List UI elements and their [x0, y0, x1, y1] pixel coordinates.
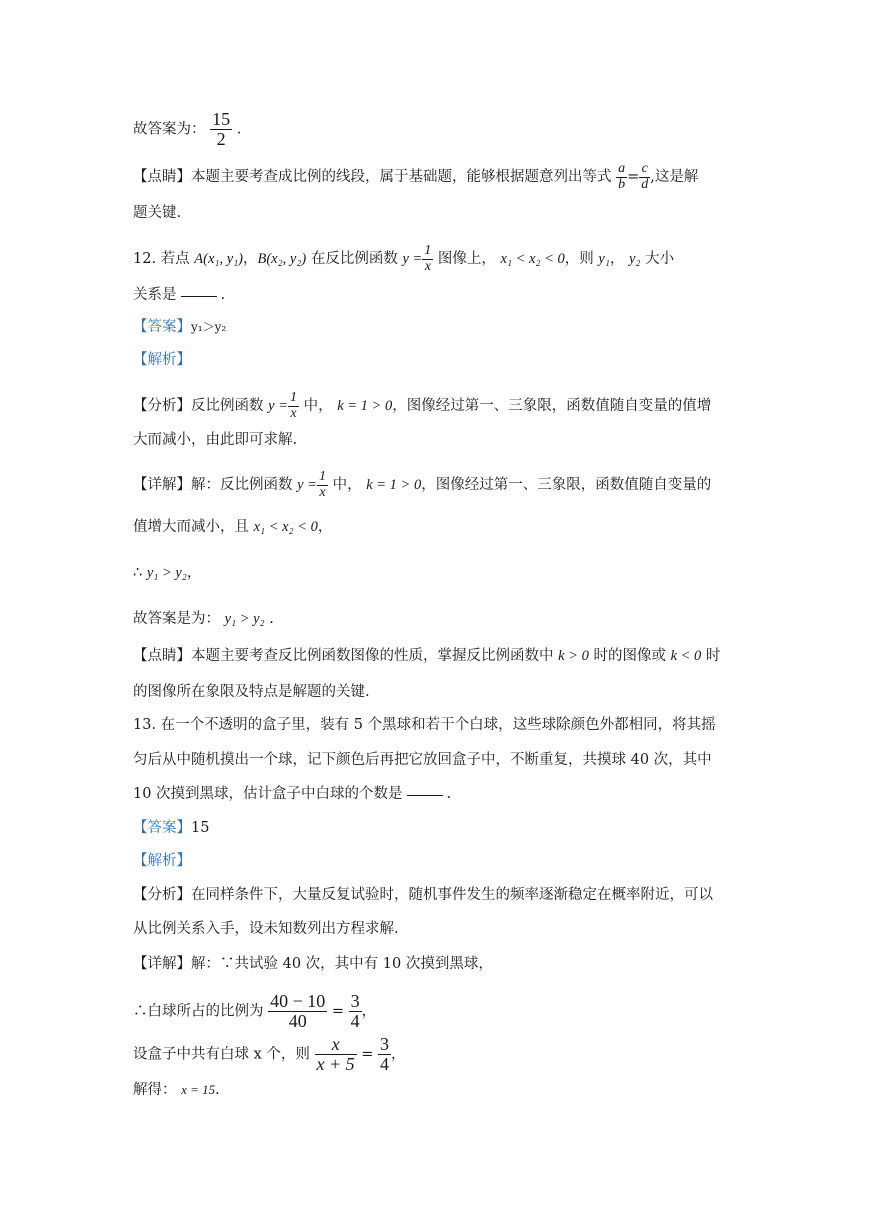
k-positive: k > 0: [558, 648, 589, 664]
question-text: 在反比例函数: [306, 251, 403, 268]
fraction-c-over-d: [639, 162, 650, 192]
period: .: [264, 611, 274, 627]
comment-text: 本题主要考查反比例函数图像的性质，掌握反比例函数中: [191, 648, 559, 664]
equals-sign: =: [627, 169, 640, 186]
analysis-tag-12: 【解析】: [133, 352, 191, 368]
fraction-1-over-x: [288, 391, 299, 421]
answer-blank: [407, 794, 443, 796]
function-lhs: y =: [268, 398, 288, 415]
fraction-denominator: x: [290, 405, 297, 421]
analysis-tag: 【分析】: [133, 398, 191, 415]
solution-tag: 【详解】: [133, 956, 191, 972]
comma: ，: [361, 1003, 377, 1020]
analysis-continuation: 大而减小，由此即可求解.: [133, 432, 298, 448]
question-text: 10 次摸到黑球，估计盒子中白球的个数是: [133, 786, 403, 802]
question-12-line-1: [133, 244, 749, 274]
fraction-denominator: 40: [288, 1010, 307, 1031]
comma: ，: [186, 565, 202, 581]
fraction-15-over-2: [210, 110, 232, 149]
fraction-numerator: c: [639, 162, 650, 178]
comment-suffix: ,这是解: [650, 169, 699, 186]
answer-tag: 【答案】: [133, 319, 191, 335]
solution-text: 值增大而减小，且: [133, 519, 254, 535]
fraction-3-over-4: [378, 1035, 391, 1074]
solution-text: ，图像经过第一、三象限，函数值随自变量的: [421, 477, 712, 494]
answer-text: 15: [191, 820, 210, 836]
comment-text: 本题主要考查成比例的线段，属于基础题，能够根据题意列出等式: [191, 169, 612, 186]
comment-text: 时的图像或: [588, 648, 671, 664]
comment-continuation: 题关键.: [133, 205, 182, 221]
fraction-numerator: 15: [212, 109, 231, 129]
inequality: y₁ > y₂: [224, 611, 265, 627]
equals-sign: =: [327, 1003, 349, 1020]
fraction-denominator: d: [641, 176, 649, 192]
fraction-denominator: 2: [216, 128, 226, 149]
condition: x₁ < x₂ < 0: [253, 519, 318, 535]
ratio-line: [133, 992, 749, 1031]
comment-line-12: [133, 646, 749, 666]
analysis-text: 在同样条件下，大量反复试验时，随机事件发生的频率逐渐稳定在概率附近，可以: [191, 887, 713, 903]
comment-text: 时: [701, 648, 721, 664]
solution-text: 中，: [327, 477, 367, 494]
solution-text: 解：∵共试验 40 次，其中有 10 次摸到黑球，: [191, 956, 493, 972]
analysis-continuation-13: 从比例关系入手，设未知数列出方程求解.: [133, 921, 399, 937]
analysis-tag-13: 【解析】: [133, 853, 191, 869]
solution-text: 解得：: [133, 1082, 182, 1098]
question-13-line-3: [133, 784, 749, 804]
solution-text: 设盒子中共有白球 x 个，则: [133, 1046, 315, 1063]
k-condition: k = 1 > 0: [337, 398, 393, 415]
solution-text: ∴白球所占的比例为: [133, 1003, 269, 1020]
fraction-40-10-over-40: [268, 992, 327, 1031]
k-condition: k = 1 > 0: [366, 477, 422, 494]
question-12-line-2: [133, 285, 749, 305]
solution-line-12b: [133, 517, 749, 537]
question-text: 大小: [640, 251, 675, 268]
fraction-numerator: 40 − 10: [270, 991, 326, 1011]
point-b: B(x₂, y₂): [257, 251, 307, 268]
comment-tag: 【点睛】: [133, 169, 191, 186]
answer-line-11: [133, 110, 749, 149]
answer-blank: [181, 295, 217, 297]
solution-value: x = 15: [181, 1082, 216, 1097]
analysis-line-13: [133, 885, 749, 905]
question-text: ，则: [564, 251, 599, 268]
equation-line: [133, 1035, 749, 1074]
period: .: [236, 121, 242, 138]
answer-line-12: [133, 317, 749, 337]
var-y1: y₁: [598, 251, 610, 268]
function-lhs: y =: [402, 251, 423, 268]
condition: x₁ < x₂ < 0: [500, 251, 565, 268]
fraction-numerator: 3: [350, 991, 360, 1011]
fraction-denominator: 4: [350, 1010, 360, 1031]
fraction-numerator: x: [315, 1035, 357, 1055]
fraction-3-over-4: [349, 992, 362, 1031]
question-13-line-1: 13. 在一个不透明的盒子里，装有 5 个黑球和若干个白球，这些球除颜色外都相同，将其摇: [133, 717, 716, 733]
fraction-numerator: 1: [318, 469, 326, 484]
comma: ，: [609, 251, 629, 268]
fraction-denominator: x: [424, 258, 431, 274]
fraction-1-over-x: [317, 470, 328, 500]
solution-text: 解：反比例函数: [191, 477, 298, 494]
comma: ，: [243, 251, 258, 268]
answer-line-13: [133, 818, 749, 838]
fraction-numerator: a: [618, 161, 626, 176]
period: .: [220, 287, 226, 303]
analysis-text: 中，: [298, 398, 338, 415]
analysis-text: ，图像经过第一、三象限，函数值随自变量的值增: [392, 398, 712, 415]
fraction-denominator: 4: [380, 1053, 390, 1074]
fraction-numerator: 1: [424, 243, 432, 258]
period: .: [215, 1082, 220, 1098]
final-answer-prefix: 故答案是为：: [133, 611, 225, 627]
answer-tag: 【答案】: [133, 820, 191, 836]
final-answer-12: [133, 609, 749, 629]
comma: ，: [391, 1046, 406, 1063]
comment-line-11: [133, 162, 749, 192]
question-text: 关系是: [133, 287, 177, 303]
fraction-numerator: 3: [380, 1034, 390, 1054]
fraction-denominator: x + 5: [316, 1053, 355, 1074]
solution-tag: 【详解】: [133, 477, 191, 494]
comment-tag: 【点睛】: [133, 648, 191, 664]
fraction-denominator: b: [618, 176, 626, 192]
var-y2: y₂: [629, 251, 641, 268]
period: .: [446, 786, 452, 802]
answer-text: y₁＞y₂: [191, 320, 227, 334]
fraction-numerator: 1: [289, 390, 297, 405]
answer-prefix: 故答案为：: [133, 121, 206, 138]
function-lhs: y =: [297, 477, 317, 494]
equals-sign: =: [356, 1046, 379, 1063]
comment-continuation-12: 的图像所在象限及特点是解题的关键.: [133, 684, 370, 700]
question-13-line-2: 匀后从中随机摸出一个球，记下颜色后再把它放回盒子中，不断重复，共摸球 40 次，其中: [133, 752, 712, 768]
fraction-denominator: x: [319, 484, 326, 500]
k-negative: k < 0: [670, 648, 702, 664]
comma: ，: [317, 519, 333, 535]
question-text: 图像上，: [433, 251, 501, 268]
solution-line-13: [133, 954, 749, 974]
fraction-x-over-x-plus-5: [315, 1035, 357, 1074]
point-a: A(x₁, y₁): [194, 251, 243, 268]
solve-line: [133, 1080, 749, 1100]
question-number: 12. 若点: [133, 251, 195, 268]
fraction-1-over-x: [422, 244, 433, 274]
analysis-tag: 【分析】: [133, 887, 191, 903]
fraction-a-over-b: [616, 162, 627, 192]
analysis-line-12: [133, 391, 749, 421]
therefore-symbol: ∴: [133, 565, 147, 581]
analysis-text: 反比例函数: [191, 398, 269, 415]
solution-line-12: [133, 470, 749, 500]
inequality: y₁ > y₂: [146, 565, 187, 581]
therefore-line: [133, 563, 749, 583]
